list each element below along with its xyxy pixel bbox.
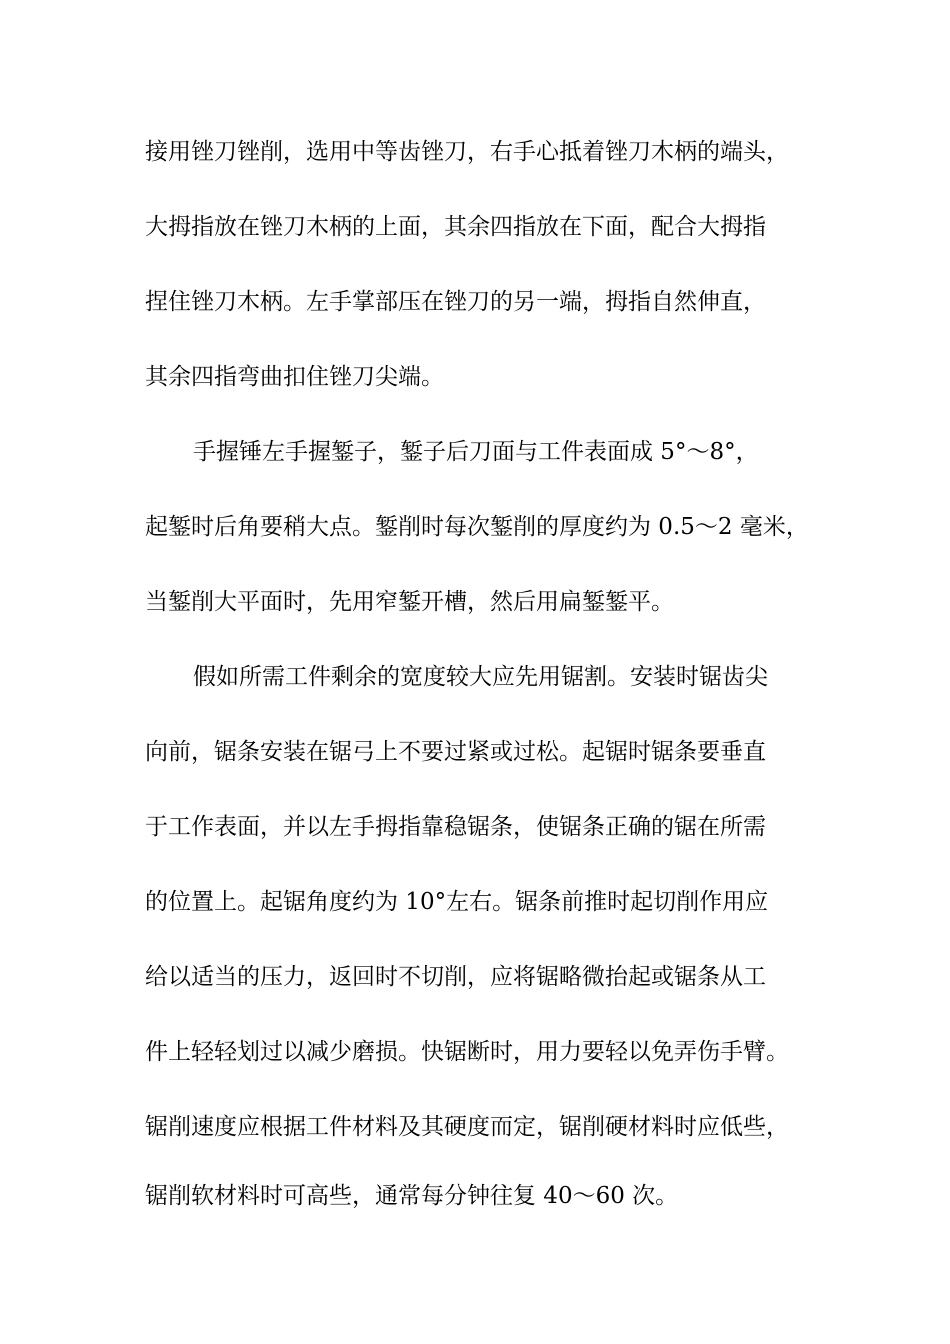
paragraph-3-line-3: 于工作表面，并以左手拇指靠稳锯条，使锯条正确的锯在所需 — [145, 814, 766, 840]
paragraph-1-line-3: 捏住锉刀木柄。左手掌部压在锉刀的另一端，拇指自然伸直， — [145, 289, 766, 315]
paragraph-2-line-3: 当錾削大平面时，先用窄錾开槽，然后用扁錾錾平。 — [145, 589, 674, 615]
paragraph-1-line-2: 大拇指放在锉刀木柄的上面，其余四指放在下面，配合大拇指 — [145, 214, 766, 240]
paragraph-3-line-4: 的位置上。起锯角度约为 10°左右。锯条前推时起切削作用应 — [145, 889, 769, 915]
paragraph-3-line-7: 锯削速度应根据工件材料及其硬度而定，锯削硬材料时应低些， — [145, 1114, 789, 1140]
paragraph-3-line-1: 假如所需工件剩余的宽度较大应先用锯割。安装时锯齿尖 — [193, 664, 768, 690]
paragraph-1-line-1: 接用锉刀锉削，选用中等齿锉刀，右手心抵着锉刀木柄的端头， — [145, 139, 789, 165]
paragraph-3-line-6: 件上轻轻划过以减少磨损。快锯断时，用力要轻以免弄伤手臂。 — [145, 1039, 789, 1065]
paragraph-1-line-4: 其余四指弯曲扣住锉刀尖端。 — [145, 364, 444, 390]
paragraph-3-line-2: 向前，锯条安装在锯弓上不要过紧或过松。起锯时锯条要垂直 — [145, 739, 766, 765]
paragraph-3-line-5: 给以适当的压力，返回时不切削，应将锯略微抬起或锯条从工 — [145, 964, 766, 990]
paragraph-3-line-8: 锯削软材料时可高些，通常每分钟往复 40～60 次。 — [145, 1183, 679, 1209]
paragraph-2-line-2: 起錾时后角要稍大点。錾削时每次錾削的厚度约为 0.5～2 毫米， — [145, 514, 809, 540]
paragraph-2-line-1: 手握锤左手握錾子，錾子后刀面与工件表面成 5°～8°， — [193, 439, 759, 465]
